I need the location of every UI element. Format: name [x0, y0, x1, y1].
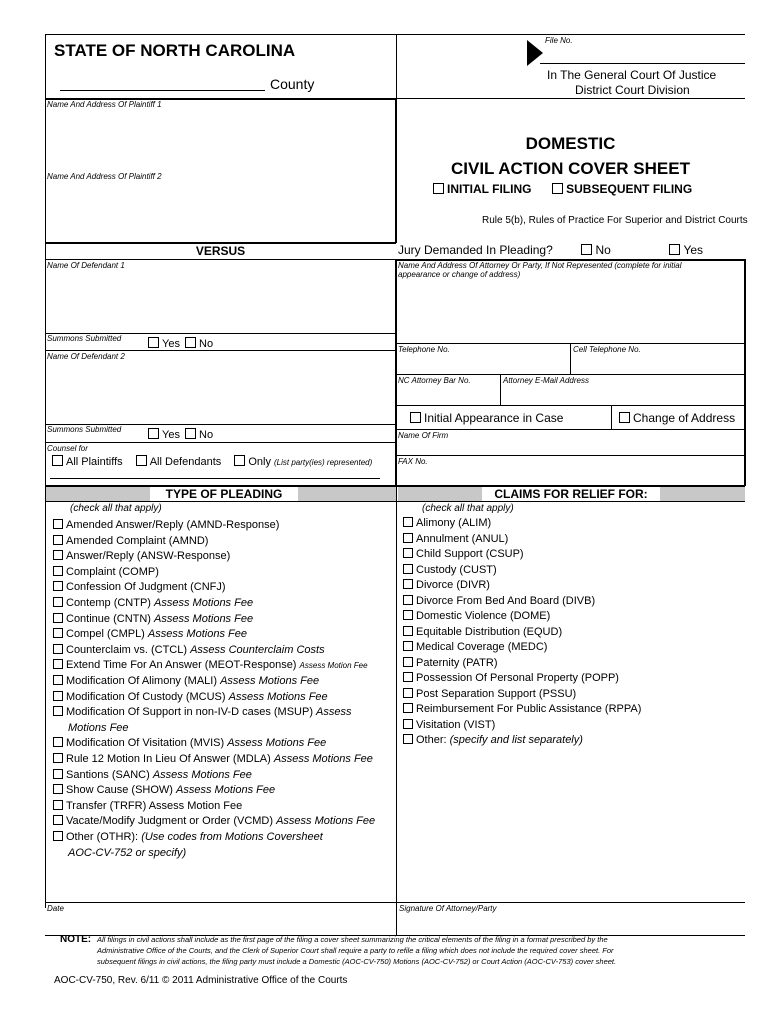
jury-yes-checkbox[interactable]	[669, 244, 680, 255]
pleading-item-fee: Assess Motions Fee	[147, 628, 247, 641]
rule-text: Rule 5(b), Rules of Practice For Superior and District Courts	[482, 215, 748, 226]
pleading-item-checkbox[interactable]	[53, 691, 63, 701]
pleading-item	[53, 566, 159, 579]
county-label: County	[270, 76, 315, 92]
pleading-item-fee: Assess Motions Fee	[152, 768, 252, 781]
only-note: (List party(ies) represented)	[274, 458, 373, 467]
form-title-line-1: DOMESTIC	[525, 134, 616, 153]
pleading-item-label: Extend Time For An Answer (MEOT-Response)	[66, 659, 297, 672]
claim-item-label: Custody (CUST)	[416, 563, 497, 576]
summons-1-label: Summons Submitted	[47, 334, 122, 343]
pleading-item-label: Modification Of Support in non-IV-D cases (MSUP)	[66, 706, 313, 719]
pleading-item	[53, 519, 279, 532]
claim-other-label: Other:	[416, 734, 447, 746]
claim-item	[403, 533, 508, 546]
claim-item-label: Reimbursement For Public Assistance (RPPA)	[416, 703, 642, 715]
pleading-item-continuation	[68, 847, 186, 860]
pleading-item-fee: Assess Motions Fee	[154, 612, 254, 625]
summons-2-yes-checkbox[interactable]	[148, 428, 159, 439]
attorney-name-label-2: appearance or change of address)	[398, 270, 521, 279]
pleading-item	[53, 784, 275, 797]
form-id: AOC-CV-750, Rev. 6/11 © 2011 Administrative Office of the Courts	[54, 975, 348, 986]
pleading-item-label: Contemp (CNTP)	[66, 597, 151, 609]
pleading-item-fee: Assess Motions Fee	[227, 737, 327, 750]
pleading-item-checkbox[interactable]	[53, 550, 63, 560]
pleading-item	[53, 706, 352, 719]
claim-item-checkbox[interactable]	[403, 688, 413, 698]
pleading-item-checkbox[interactable]	[53, 613, 63, 623]
pleading-item-label: Complaint (COMP)	[66, 565, 159, 578]
claim-other-note: (specify and list separately)	[449, 734, 583, 746]
pleading-item	[53, 769, 252, 782]
claim-item-label: Child Support (CSUP)	[416, 548, 524, 560]
pleading-item-label: Counterclaim vs. (CTCL)	[66, 643, 188, 656]
signature-label: Signature Of Attorney/Party	[399, 904, 497, 913]
pleading-item-label: Answer/Reply (ANSW-Response)	[66, 550, 231, 563]
signature-field[interactable]	[398, 913, 744, 933]
plaintiff-1-field[interactable]	[46, 110, 394, 170]
pleading-item	[53, 550, 230, 563]
pleading-item-fee: Assess Motions Fee	[273, 753, 373, 765]
claim-item-checkbox[interactable]	[403, 517, 413, 527]
pleading-item	[53, 597, 253, 610]
pleading-item-fee: Assess Motions Fee	[176, 784, 276, 797]
pleading-item-checkbox[interactable]	[53, 659, 63, 669]
claim-item	[403, 719, 495, 732]
pleading-item	[53, 581, 226, 594]
claim-item-checkbox[interactable]	[403, 579, 413, 589]
claim-item-label: Medical Coverage (MEDC)	[416, 641, 548, 653]
claim-item	[403, 688, 576, 701]
pleading-item-label: Compel (CMPL)	[66, 628, 145, 641]
pleading-item	[53, 815, 375, 828]
subsequent-filing-label: SUBSEQUENT FILING	[566, 182, 693, 196]
pleading-item-label: Transfer (TRFR) Assess Motion Fee	[66, 799, 243, 812]
claim-item-label: Equitable Distribution (EQUD)	[416, 625, 563, 638]
pleading-item-checkbox[interactable]	[53, 737, 63, 747]
note-label: NOTE:	[60, 934, 92, 945]
court-line-2: District Court Division	[575, 83, 690, 97]
claim-item-label: Annulment (ANUL)	[416, 532, 509, 545]
claim-item-checkbox[interactable]	[403, 533, 413, 543]
jury-demanded-label: Jury Demanded In Pleading?	[398, 243, 553, 257]
note-line-2: Administrative Office of the Courts, and the Clerk of Superior Court shall require a party to refile a filing which does not include the required cover sheet. For	[97, 946, 614, 955]
pleading-item-checkbox[interactable]	[53, 644, 63, 654]
parties-represented-line	[50, 478, 380, 479]
claim-item-checkbox[interactable]	[403, 548, 413, 558]
versus-heading: VERSUS	[195, 244, 246, 258]
bar-no-label: NC Attorney Bar No.	[398, 376, 471, 385]
plaintiff-2-label: Name And Address Of Plaintiff 2	[47, 172, 162, 181]
file-no-label: File No.	[545, 36, 573, 45]
jury-no-label: No	[595, 243, 611, 257]
claim-item-label: Alimony (ALIM)	[416, 517, 492, 529]
pleading-item-checkbox[interactable]	[53, 784, 63, 794]
state-title: STATE OF NORTH CAROLINA	[54, 41, 296, 60]
date-field[interactable]	[46, 913, 394, 933]
summons-2-yes-label: Yes	[162, 429, 180, 441]
change-address-checkbox[interactable]	[619, 412, 630, 423]
only-checkbox[interactable]	[234, 455, 245, 466]
pleading-item	[53, 691, 328, 704]
pleading-item-fee: Assess Motion Fee	[299, 661, 368, 671]
claim-item-checkbox[interactable]	[403, 564, 413, 574]
pleading-item-label: Rule 12 Motion In Lieu Of Answer (MDLA)	[66, 753, 271, 765]
firm-name-label: Name Of Firm	[398, 431, 449, 440]
claim-item	[403, 672, 619, 685]
claim-item	[403, 641, 547, 654]
claim-item	[403, 548, 524, 561]
all-plaintiffs-checkbox[interactable]	[52, 455, 63, 466]
pleading-item-checkbox[interactable]	[53, 519, 63, 529]
claim-item	[403, 626, 562, 639]
pleading-item-label: Modification Of Alimony (MALI)	[66, 675, 217, 687]
jury-yes-label: Yes	[683, 243, 704, 257]
initial-appearance-checkbox[interactable]	[410, 412, 421, 423]
cell-telephone-label: Cell Telephone No.	[573, 345, 641, 354]
pleading-item-label: Continue (CNTN)	[66, 612, 151, 625]
plaintiff-2-field[interactable]	[46, 182, 394, 240]
all-defendants-checkbox[interactable]	[136, 455, 147, 466]
pleading-item-fee: Assess Counterclaim Costs	[190, 643, 325, 656]
all-defendants-label: All Defendants	[149, 456, 222, 468]
attorney-name-label-1: Name And Address Of Attorney Or Party, If Not Represented (complete for initial	[398, 261, 682, 270]
note-line-1: All filings in civil actions shall include as the first page of the filing a cover sheet summarizing the critical elements of the filing in a format prescribed by the	[97, 935, 608, 944]
pleading-item	[53, 659, 368, 672]
pleading-item-fee: Assess Motions Fee	[154, 597, 254, 609]
pleading-item	[53, 753, 373, 766]
pleading-item-label: Confession Of Judgment (CNFJ)	[66, 581, 226, 594]
pleading-item-checkbox[interactable]	[53, 815, 63, 825]
claim-item-checkbox[interactable]	[403, 672, 413, 682]
claim-item-checkbox[interactable]	[403, 719, 413, 729]
jury-no-checkbox[interactable]	[581, 244, 592, 255]
claim-item	[403, 579, 490, 592]
telephone-label: Telephone No.	[398, 345, 450, 354]
claims-note: (check all that apply)	[422, 503, 514, 514]
claim-item-label: Divorce From Bed And Board (DIVB)	[416, 594, 596, 607]
date-label: Date	[47, 904, 64, 913]
pleading-note: (check all that apply)	[70, 503, 162, 514]
pleading-item-checkbox[interactable]	[53, 800, 63, 810]
pleading-heading: TYPE OF PLEADING	[150, 487, 298, 501]
pleading-item	[53, 675, 319, 688]
pleading-item-checkbox[interactable]	[53, 831, 63, 841]
pleading-item-label: Vacate/Modify Judgment or Order (VCMD)	[66, 815, 274, 828]
pleading-item-fee: Assess Motions Fee	[228, 690, 328, 703]
pleading-item-label: Santions (SANC)	[66, 768, 150, 781]
claim-item-checkbox[interactable]	[403, 657, 413, 667]
claim-item-checkbox[interactable]	[403, 641, 413, 651]
claim-item-checkbox[interactable]	[403, 703, 413, 713]
claim-item	[403, 564, 497, 577]
pleading-item-fee: Assess Motions Fee	[276, 815, 376, 828]
pleading-item-checkbox[interactable]	[53, 769, 63, 779]
claims-heading: CLAIMS FOR RELIEF FOR:	[482, 487, 660, 501]
summons-1-no-label: No	[199, 338, 214, 350]
summons-1-yes-checkbox[interactable]	[148, 337, 159, 348]
pleading-item-checkbox[interactable]	[53, 581, 63, 591]
claim-item-checkbox[interactable]	[403, 626, 413, 636]
claim-item-other	[403, 734, 583, 747]
summons-2-no-checkbox[interactable]	[185, 428, 196, 439]
only-label: Only	[248, 456, 271, 468]
subsequent-filing-checkbox[interactable]	[552, 183, 563, 194]
pleading-item-checkbox[interactable]	[53, 675, 63, 685]
county-blank-line	[60, 90, 265, 91]
summons-2-no-label: No	[199, 429, 214, 441]
plaintiff-1-label: Name And Address Of Plaintiff 1	[47, 100, 162, 109]
form-title-line-2: CIVIL ACTION COVER SHEET	[451, 159, 690, 178]
pleading-item-checkbox[interactable]	[53, 597, 63, 607]
pleading-item-continuation	[68, 722, 129, 735]
pleading-item-checkbox[interactable]	[53, 535, 63, 545]
pleading-item-label: Amended Answer/Reply (AMND-Response)	[66, 519, 280, 531]
pleading-item-fee-continued: Motions Fee	[68, 721, 129, 734]
summons-1-yes-label: Yes	[162, 338, 180, 350]
claim-item-label: Domestic Violence (DOME)	[416, 610, 551, 622]
claim-item-checkbox[interactable]	[403, 610, 413, 620]
pleading-item	[53, 644, 325, 657]
claim-item	[403, 610, 550, 623]
initial-filing-label: INITIAL FILING	[447, 182, 532, 196]
summons-1-no-checkbox[interactable]	[185, 337, 196, 348]
pleading-item	[53, 613, 253, 626]
claim-item	[403, 517, 491, 530]
all-plaintiffs-label: All Plaintiffs	[66, 456, 123, 468]
pleading-item-label: Modification Of Visitation (MVIS)	[66, 737, 225, 750]
pleading-item	[53, 628, 247, 641]
claim-item-label: Post Separation Support (PSSU)	[416, 687, 577, 700]
claim-other-checkbox[interactable]	[403, 734, 413, 744]
pleading-item-fee: Assess Motions Fee	[220, 675, 320, 687]
pleading-item	[53, 535, 208, 548]
defendant-1-label: Name Of Defendant 1	[47, 261, 125, 270]
counsel-for-label: Counsel for	[47, 444, 88, 453]
pleading-item-label: Show Cause (SHOW)	[66, 784, 173, 797]
claim-item-label: Divorce (DIVR)	[416, 579, 490, 591]
pleading-item	[53, 831, 323, 844]
defendant-2-label: Name Of Defendant 2	[47, 352, 125, 361]
attorney-email-label: Attorney E-Mail Address	[503, 376, 589, 385]
pleading-item-checkbox[interactable]	[53, 706, 63, 716]
attorney-name-field[interactable]	[397, 281, 743, 341]
pleading-item-label: Modification Of Custody (MCUS)	[66, 690, 226, 703]
pleading-item-checkbox[interactable]	[53, 753, 63, 763]
claim-item-label: Possession Of Personal Property (POPP)	[416, 672, 619, 684]
initial-appearance-label: Initial Appearance in Case	[424, 411, 564, 425]
defendant-1-field[interactable]	[46, 271, 394, 331]
pleading-item-checkbox[interactable]	[53, 628, 63, 638]
defendant-2-field[interactable]	[46, 362, 394, 422]
summons-2-label: Summons Submitted	[47, 425, 122, 434]
claim-item-label: Paternity (PATR)	[416, 656, 498, 669]
claim-item	[403, 657, 498, 670]
claim-item-checkbox[interactable]	[403, 595, 413, 605]
pleading-item-label: Other (OTHR):	[66, 831, 139, 843]
pleading-item-fee-continued: AOC-CV-752 or specify)	[68, 846, 187, 859]
fax-label: FAX No.	[398, 457, 428, 466]
pleading-item	[53, 737, 326, 750]
file-no-line	[540, 63, 745, 64]
court-line-1: In The General Court Of Justice	[547, 68, 717, 82]
pleading-item-label: Amended Complaint (AMND)	[66, 534, 209, 547]
claim-item	[403, 703, 641, 716]
pleading-item-checkbox[interactable]	[53, 566, 63, 576]
pleading-item	[53, 800, 242, 813]
pleading-item-fee: (Use codes from Motions Coversheet	[141, 831, 323, 843]
pleading-item-fee: Assess	[316, 706, 352, 719]
claim-item-label: Visitation (VIST)	[416, 718, 496, 731]
note-line-3: subsequent filings in civil actions, the filing party must include a Domestic (AOC-CV-750) Motions (AOC-CV-752) or Court Action (AOC-CV-753) cover sheet.	[97, 957, 617, 966]
change-address-label: Change of Address	[633, 411, 736, 425]
initial-filing-checkbox[interactable]	[433, 183, 444, 194]
claim-item	[403, 595, 595, 608]
